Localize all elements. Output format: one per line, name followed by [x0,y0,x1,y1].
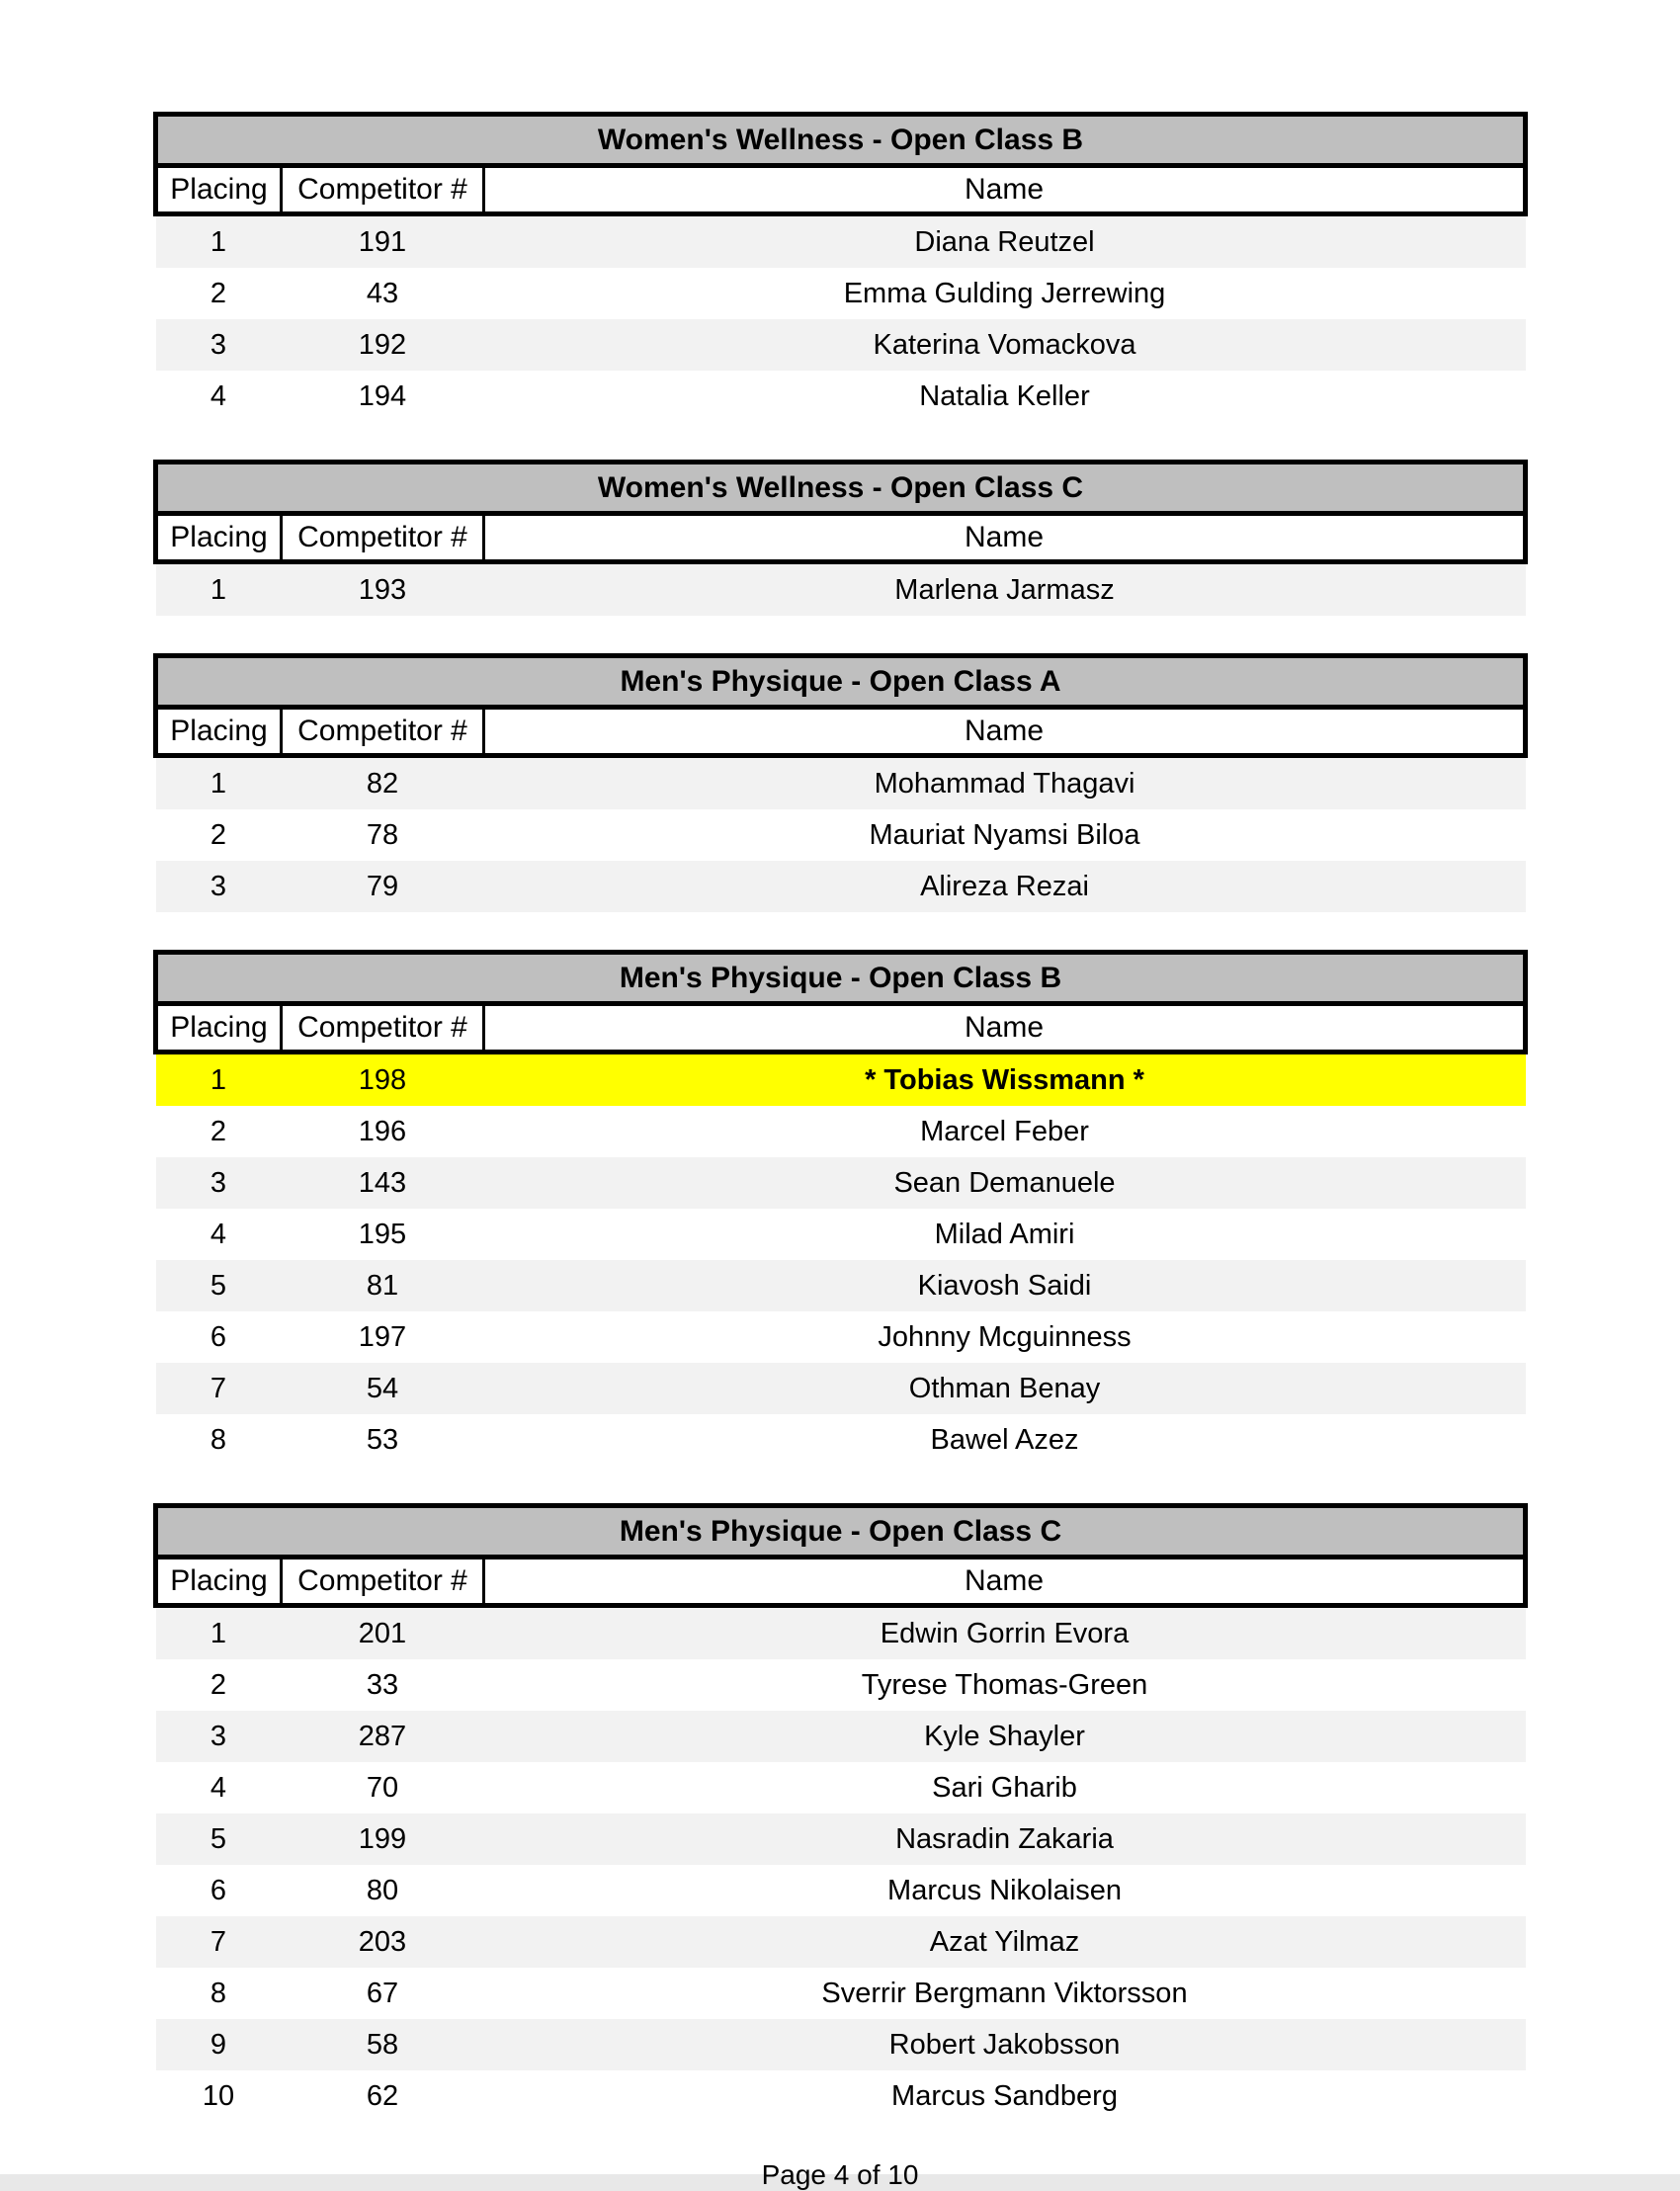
placing-cell: 4 [156,1209,282,1260]
column-header: Placing [156,514,282,562]
column-header: Competitor # [282,166,484,214]
table-title: Men's Physique - Open Class C [156,1506,1526,1558]
competitor-cell: 198 [282,1053,484,1107]
results-table [153,1503,1528,2122]
tables-area [153,112,1523,2122]
name-cell: Natalia Keller [484,371,1526,422]
name-cell: Mohammad Thagavi [484,756,1526,810]
competitor-cell: 143 [282,1157,484,1209]
column-header: Name [484,1558,1526,1606]
table-title: Women's Wellness - Open Class B [156,115,1526,166]
name-cell: Katerina Vomackova [484,319,1526,371]
name-cell: Nasradin Zakaria [484,1813,1526,1865]
placing-cell: 1 [156,1053,282,1107]
name-cell: Kyle Shayler [484,1711,1526,1762]
competitor-cell: 79 [282,861,484,912]
table-row [156,371,1526,422]
table-row [156,809,1526,861]
name-cell: Sverrir Bergmann Viktorsson [484,1968,1526,2019]
table-row [156,562,1526,617]
competitor-cell: 195 [282,1209,484,1260]
placing-cell: 2 [156,1106,282,1157]
name-cell: Emma Gulding Jerrewing [484,268,1526,319]
table-row [156,1762,1526,1813]
name-cell: Tyrese Thomas-Green [484,1659,1526,1711]
column-header: Name [484,708,1526,756]
competitor-cell: 192 [282,319,484,371]
name-cell: Sean Demanuele [484,1157,1526,1209]
name-cell: Azat Yilmaz [484,1916,1526,1968]
table-row [156,861,1526,912]
name-cell: Kiavosh Saidi [484,1260,1526,1311]
table-row [156,2070,1526,2122]
table-row [156,1157,1526,1209]
column-header: Placing [156,1558,282,1606]
competitor-cell: 191 [282,214,484,269]
name-cell: Marcel Feber [484,1106,1526,1157]
placing-cell: 5 [156,1813,282,1865]
competitor-cell: 43 [282,268,484,319]
results-table [153,950,1528,1466]
name-cell: * Tobias Wissmann * [484,1053,1526,1107]
table-row [156,1311,1526,1363]
name-cell: Othman Benay [484,1363,1526,1414]
table-row [156,2019,1526,2070]
table-row [156,1414,1526,1466]
results-table [153,460,1528,616]
table-row [156,1968,1526,2019]
placing-cell: 1 [156,562,282,617]
table-title: Women's Wellness - Open Class C [156,463,1526,514]
results-table [153,653,1528,912]
table-row [156,1209,1526,1260]
table-row [156,1606,1526,1660]
table-row [156,1916,1526,1968]
competitor-cell: 70 [282,1762,484,1813]
placing-cell: 2 [156,809,282,861]
placing-cell: 8 [156,1414,282,1466]
placing-cell: 5 [156,1260,282,1311]
competitor-cell: 196 [282,1106,484,1157]
competitor-cell: 78 [282,809,484,861]
competitor-cell: 203 [282,1916,484,1968]
column-header: Name [484,166,1526,214]
competitor-cell: 199 [282,1813,484,1865]
placing-cell: 8 [156,1968,282,2019]
table-row [156,268,1526,319]
competitor-cell: 53 [282,1414,484,1466]
placing-cell: 6 [156,1865,282,1916]
placing-cell: 2 [156,268,282,319]
name-cell: Edwin Gorrin Evora [484,1606,1526,1660]
competitor-cell: 193 [282,562,484,617]
name-cell: Bawel Azez [484,1414,1526,1466]
placing-cell: 4 [156,371,282,422]
name-cell: Marcus Sandberg [484,2070,1526,2122]
competitor-cell: 287 [282,1711,484,1762]
column-header: Competitor # [282,514,484,562]
column-header: Competitor # [282,1558,484,1606]
placing-cell: 1 [156,214,282,269]
name-cell: Marlena Jarmasz [484,562,1526,617]
placing-cell: 10 [156,2070,282,2122]
competitor-cell: 33 [282,1659,484,1711]
competitor-cell: 201 [282,1606,484,1660]
page-indicator: Page 4 of 10 [761,2159,919,2190]
name-cell: Mauriat Nyamsi Biloa [484,809,1526,861]
competitor-cell: 80 [282,1865,484,1916]
results-table [153,112,1528,422]
placing-cell: 9 [156,2019,282,2070]
table-title: Men's Physique - Open Class A [156,656,1526,708]
placing-cell: 3 [156,1157,282,1209]
table-row [156,1711,1526,1762]
placing-cell: 4 [156,1762,282,1813]
table-row [156,1106,1526,1157]
table-row [156,1813,1526,1865]
table-row [156,1363,1526,1414]
name-cell: Milad Amiri [484,1209,1526,1260]
placing-cell: 3 [156,861,282,912]
name-cell: Diana Reutzel [484,214,1526,269]
name-cell: Robert Jakobsson [484,2019,1526,2070]
column-header: Competitor # [282,1004,484,1053]
column-header: Placing [156,708,282,756]
placing-cell: 3 [156,319,282,371]
placing-cell: 1 [156,756,282,810]
name-cell: Sari Gharib [484,1762,1526,1813]
table-row [156,1260,1526,1311]
competitor-cell: 58 [282,2019,484,2070]
placing-cell: 7 [156,1916,282,1968]
name-cell: Marcus Nikolaisen [484,1865,1526,1916]
table-row [156,1053,1526,1107]
name-cell: Alireza Rezai [484,861,1526,912]
placing-cell: 2 [156,1659,282,1711]
competitor-cell: 82 [282,756,484,810]
column-header: Placing [156,1004,282,1053]
column-header: Name [484,1004,1526,1053]
competitor-cell: 62 [282,2070,484,2122]
table-row [156,756,1526,810]
placing-cell: 6 [156,1311,282,1363]
competitor-cell: 194 [282,371,484,422]
placing-cell: 3 [156,1711,282,1762]
table-title: Men's Physique - Open Class B [156,953,1526,1004]
competitor-cell: 67 [282,1968,484,2019]
placing-cell: 1 [156,1606,282,1660]
column-header: Name [484,514,1526,562]
table-row [156,214,1526,269]
competitor-cell: 197 [282,1311,484,1363]
placing-cell: 7 [156,1363,282,1414]
table-row [156,1659,1526,1711]
table-row [156,1865,1526,1916]
competitor-cell: 54 [282,1363,484,1414]
competitor-cell: 81 [282,1260,484,1311]
table-row [156,319,1526,371]
name-cell: Johnny Mcguinness [484,1311,1526,1363]
column-header: Competitor # [282,708,484,756]
column-header: Placing [156,166,282,214]
